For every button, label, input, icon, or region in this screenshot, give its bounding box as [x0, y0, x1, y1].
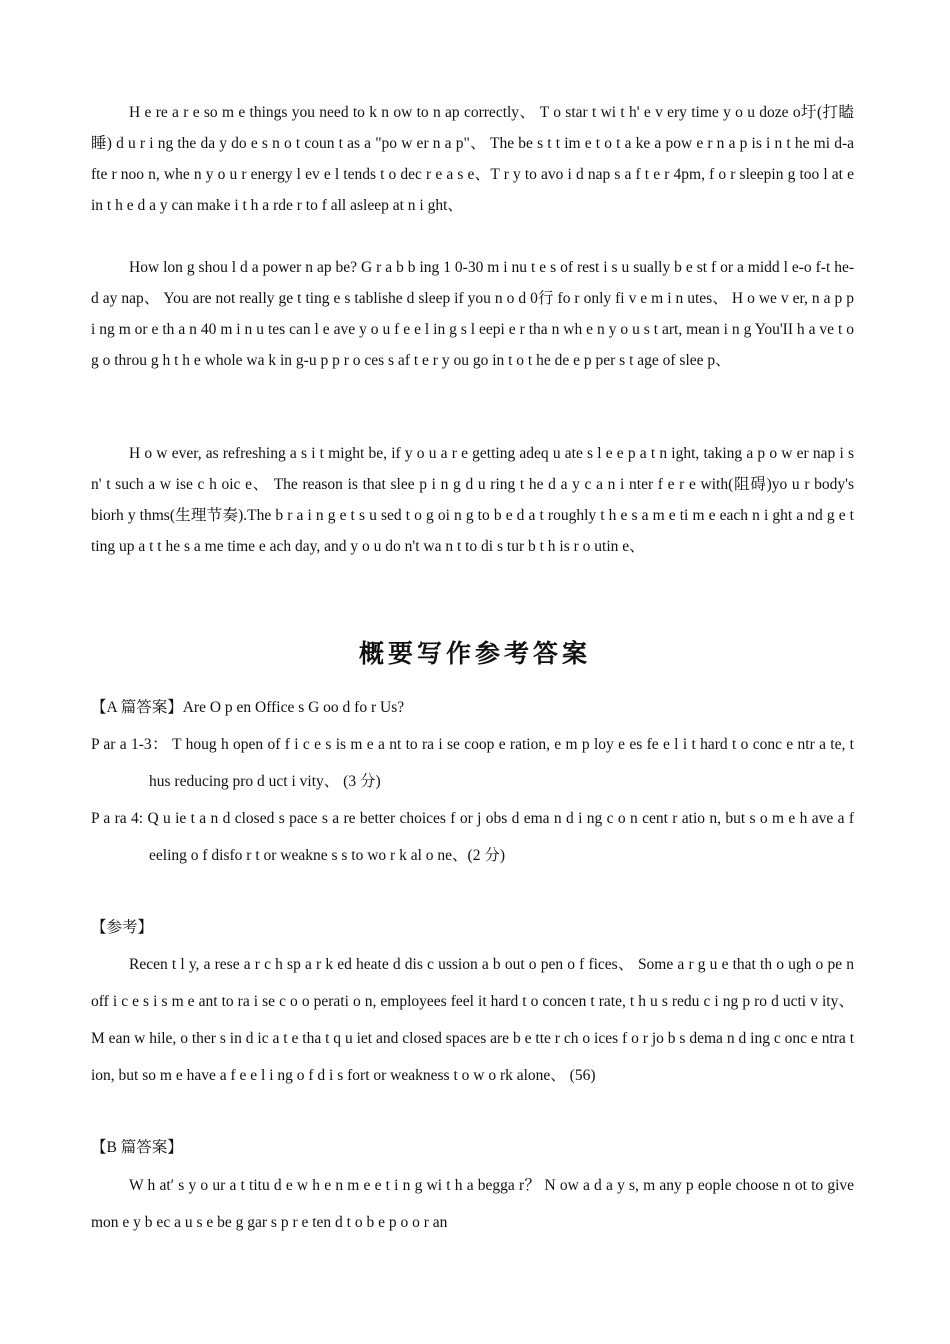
- passage-paragraph-1: H e re a r e so m e things you need to k n ow to n ap correctly、 T o star t wi t h' e v ery time y o u doze o圩(打瞌睡) d u r i ng the da y do e s n o t coun t as a "po w er n a p"、 The be s t t im e t o t a ke a pow e r n a p is i n t he mi d-a fte r noo n, whe n y o u r energy l ev e l tends t o dec r e a s e、T r y to avo i d nap s a f t e r 4pm, f o r sleepin g too l at e in t h e d a y can make i t h a rde r to f all asleep at n i ght、: [91, 104, 854, 214]
- reference-label: 【参考】: [91, 919, 154, 936]
- answer-b-heading: 【B 篇答案】: [91, 1139, 183, 1156]
- reference-summary: Recen t l y, a rese a r c h sp a r k ed heate d dis c ussion a b out o pen o f fices、 Some a r g u e that th o ugh o pe n off i c e s i s m e ant to ra i se c o o perati o n, employees feel it hard t o concen t rate, t h u s redu c i ng p ro d ucti v ity、 M ean w hile, o ther s in d ic a t e tha t q u iet and closed spaces are b e tte r ch o ices f o r jo b s dema n d ing c onc e ntra t ion, but so m e have a f e e l i ng o f d i s fort or weakness t o w o rk alone、 (56): [91, 956, 854, 1084]
- answer-b-text: W h at′ s y o ur a t titu d e w h e n m e e t i n g wi t h a begga r？ N ow a d a y s, m any p eople choose n ot to give mon e y b ec a u s e be g gar s p r e ten d t o b e p o o r an: [91, 1177, 854, 1231]
- answer-a-heading: 【A 篇答案】Are O p en Office s G oo d fo r Us?: [91, 699, 405, 716]
- passage-paragraph-2: How lon g shou l d a power n ap be? G r a b b ing 1 0-30 m i nu t e s of rest i s u sually b e st f or a midd l e-o f-t he-d ay nap、 You are not really ge t ting e s tablishe d sleep if you n o d 0行 fo r only fi v e m i n utes、 H o we v er, n a p p i ng m or e th a n 40 m i n u tes can l e ave y o u f e e l in g s l eepi e r tha n wh e n y o u s t art, mean i n g You'II h a ve t o g o throu g h t h e whole wa k in g-u p p r o ces s af t e r y ou go in t o t he de e p per s t age of slee p、: [91, 259, 854, 369]
- passage-paragraph-3: H o w ever, as refreshing a s i t might be, if y o u a r e getting adeq u ate s l e e p a t n ight, taking a p o w er nap i s n' t such a w ise c h oic e、 The reason is that slee p i n g d u ring t he d a y c a n i nter f e r e with(阻碍)yo u r body's biorh y thms(生理节奏).The b r a i n g e t s u sed t o g oi n g to b e d a t roughly t h e s a m e ti m e each n i ght a nd g e t ting up a t t he s a me time e ach day, and y o u do n't wa n t to di s tur b t h is r o utin e、: [91, 445, 854, 555]
- section-title: 概要写作参考答案: [358, 639, 591, 668]
- answer-a-para-1-3: P ar a 1-3： T houg h open of f i c e s is m e a nt to ra i se coop e ration, e m p loy e es fe e l i t hard t o conc e ntr a te, t hus reducing pro d uct i vity、 (3 分): [91, 736, 854, 790]
- answer-a-para-4: P a ra 4: Q u ie t a n d closed s pace s a re better choices f or j obs d ema n d i ng c o n cent r atio n, but s o m e h ave a f eeling o f disfo r t or weakne s s to wo r k al o ne、(2 分): [91, 810, 854, 864]
